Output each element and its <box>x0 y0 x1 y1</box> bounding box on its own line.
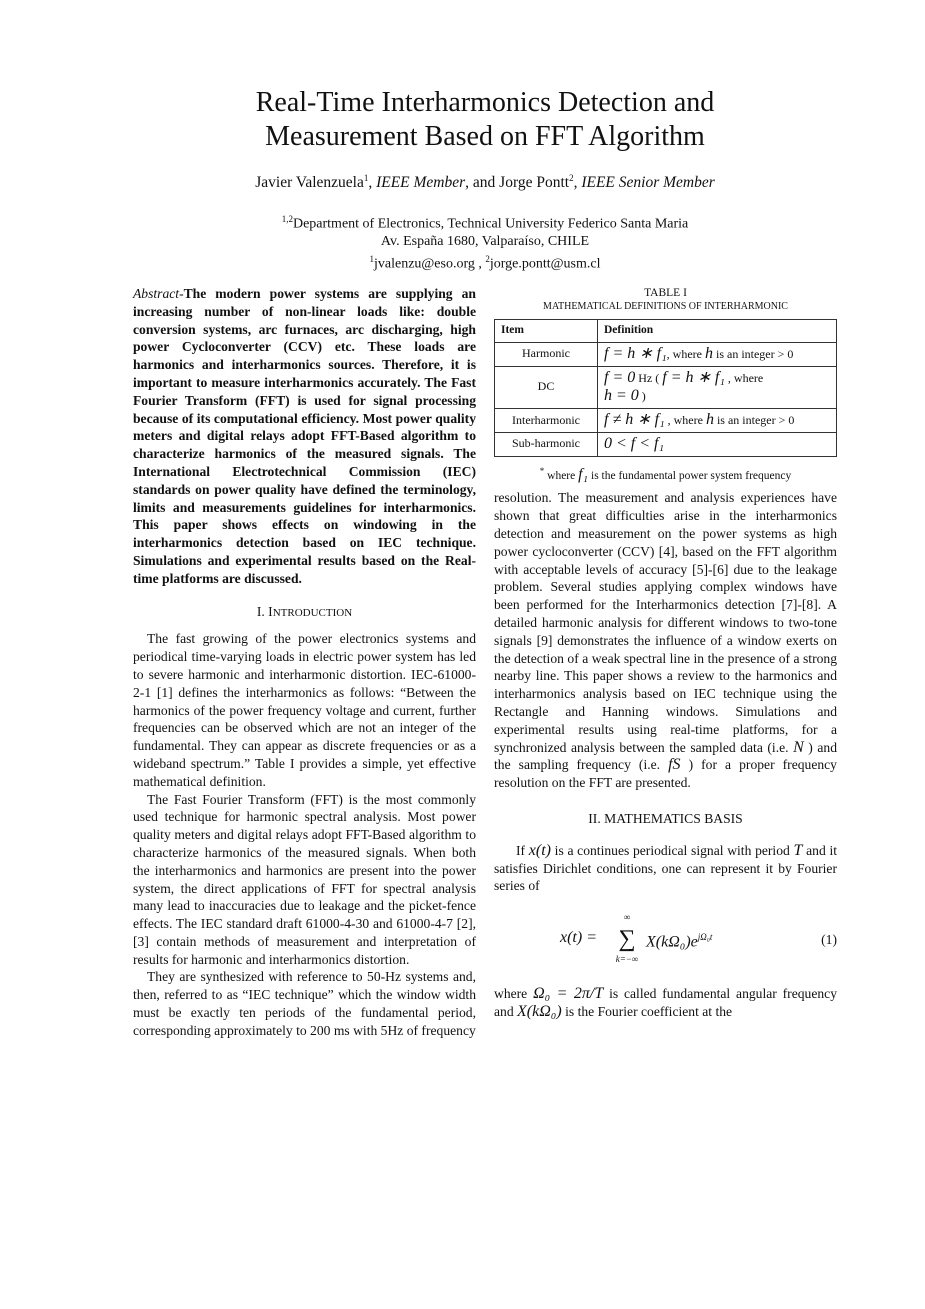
address: Av. España 1680, Valparaíso, CHILE <box>380 234 590 250</box>
section-heading <box>133 603 476 623</box>
abstract-text: The modern power systems are supplying an increasing number of non-linear loads like: double conversion systems, arc furnaces, arc discharging, high power Cycloconverter (CCV) etc. These loads are harmonics and interharmonics sources. Therefore, it is important to measure interharmonics accurately. The Fast Fourier Transform (FFT) is used for signal processing because of its computational efficiency. Most power quality meters and digital relays adopt FFT-Based algorithm to characterize harmonics of the measured signals. The International Electrotechnical Commission (IEC) standards on power quality have defined the terminology, limits and measurements guidelines for interharmonics. This paper shows effects on windowing in the interharmonics detection based on IEC technique. Simulations and experimental results based on the Real-time platforms are discussed. <box>133 286 476 586</box>
affil-sup: 1,2 <box>281 214 293 224</box>
title-line: Measurement Based on FFT Algorithm <box>265 121 705 152</box>
math: N <box>793 738 804 756</box>
author-sup: 2 <box>569 173 574 183</box>
email[interactable]: jvalenzu@eso.org , <box>373 256 486 272</box>
email-sup: 1 <box>369 253 374 264</box>
table-footnote <box>494 463 837 486</box>
section-number: I. <box>256 603 269 619</box>
table-caption <box>494 286 837 314</box>
table-row <box>495 342 837 366</box>
table-title: MATHEMATICAL DEFINITIONS OF INTERHARMONIC <box>543 301 788 312</box>
text: is called fundamental angular frequency and <box>494 986 837 1019</box>
paragraph: The fast growing of the power electronics systems and periodical time-varying loads in electric power system has led to severe harmonic and interharmonic distortion. IEC-61000-2-1 [1] defines the interharmonics as follows: “Between the harmonics of the power frequency voltage and current, further frequencies can be observed which are not an integer of the fundamental. They can appear as discrete frequencies or as a wideband spectrum.” Table I provides a simple, yet effective mathematical definition. <box>133 631 476 789</box>
section-heading: II. MATHEMATICS BASIS <box>588 810 743 826</box>
equation-number: (1) <box>821 932 837 948</box>
table-cell: Sub-harmonic <box>495 432 598 456</box>
text: is the Fourier coefficient at the <box>561 1003 733 1019</box>
paper-title <box>0 86 925 154</box>
summation <box>612 909 642 969</box>
authors: Javier Valenzuela$^1$, IEEE Member, and Jorge Pontt$^2$, IEEE Senior Member <box>255 173 715 192</box>
equation-lhs: x(t) = <box>560 929 597 947</box>
text: ) <box>638 389 646 404</box>
text: , where <box>724 370 764 385</box>
paragraph <box>494 985 837 1021</box>
text: where <box>494 986 534 1002</box>
table-row <box>495 366 837 409</box>
affiliation <box>0 211 925 273</box>
text: is an integer > 0 <box>712 346 794 361</box>
email-sup: 2 <box>485 253 490 264</box>
text: ) for a proper frequency resolution on the FFT are presented. <box>494 757 837 791</box>
abstract-label: Abstract- <box>133 286 184 301</box>
equation-rhs <box>646 929 712 951</box>
table-cell <box>598 409 837 433</box>
definitions-table <box>494 319 837 457</box>
math: f₁ <box>578 465 589 483</box>
math: X(kΩ₀) <box>517 1002 562 1020</box>
math: f = 0 <box>604 368 636 386</box>
title-line: Real-Time Interharmonics Detection and <box>255 87 715 118</box>
text: ) and the sampling frequency (i.e. <box>494 739 837 773</box>
math: x(t) <box>528 841 551 859</box>
table-number: TABLE I <box>644 287 687 299</box>
sum-lower: k=−∞ <box>615 953 639 964</box>
table-cell: Interharmonic <box>495 409 598 433</box>
email[interactable]: jorge.pontt@usm.cl <box>489 256 601 272</box>
text: X(kΩ₀)e <box>646 933 698 951</box>
text: is the fundamental power system frequency <box>588 469 792 482</box>
left-column <box>133 285 476 1040</box>
paragraph <box>494 489 837 792</box>
author-name: , and Jorge Pontt <box>465 174 570 192</box>
math: f = h ∗ f₁ <box>604 344 667 362</box>
text: is a continues periodical signal with period <box>550 842 794 858</box>
exponent: jΩ₀t <box>697 932 713 943</box>
table-cell <box>598 366 837 409</box>
author-sup: 1 <box>363 173 369 183</box>
math: 0 < f < f₁ <box>604 434 665 452</box>
math: f = h ∗ f₁ <box>662 368 725 386</box>
math: f ≠ h ∗ f₁ <box>604 411 665 429</box>
math: h <box>705 411 714 429</box>
text: resolution. The measurement and analysis experiences have shown that great difficulties arise in the interharmonics detection and measurement on the power systems as high power cycloconverter (CCV) [4], based on the FFT algorithm with acceptable levels of accuracy [5]-[6] due to the leakage problem. Several studies applying complex windows have been performed for the Interharmonics detection [7]-[8]. A detailed harmonic analysis for different windows to two-tone signals [9] demonstrates the influence of a window exerts on the detection of a weak spectral line in the presence of a strong nearby line. This paper shows a review to the harmonics and interharmonics analysis based on IEC technique using the Rectangle and Hanning windows. Simulations and experimental results using real-time platforms, for a synchronized analysis between the sampled data (i.e. <box>494 490 837 755</box>
table-row <box>495 409 837 433</box>
sum-upper: ∞ <box>623 912 631 923</box>
right-column <box>494 286 837 1021</box>
sum-symbol: ∑ <box>618 925 636 952</box>
paragraph: The Fast Fourier Transform (FFT) is the most commonly used technique for harmonic spectral analysis. Most power quality meters and digital relays adopt FFT-Based algorithm to characterize harmonics of the measured signals. When both the interharmonics and harmonics are present into the power system, the direct applications of FFT for spectral analysis many lead to inaccuracies due to leakage and the picket-fence effects. The IEC standard draft 61000-4-30 and 61000-4-7 [2], [3] contain methods of measurement and interpretation of results for harmonic and interharmonics distortion. <box>133 791 476 967</box>
text: where <box>544 469 579 482</box>
text: If <box>516 842 529 858</box>
text: and it satisfies Dirichlet conditions, one can represent it by Fourier series of <box>494 842 838 894</box>
math: Ω₀ = 2π/T <box>533 985 604 1003</box>
math: h <box>704 344 713 362</box>
table-cell <box>598 342 837 366</box>
equation-1 <box>494 895 837 985</box>
math: T <box>793 841 803 859</box>
section-title: NTRODUCTION <box>272 606 353 619</box>
department: Department of Electronics, Technical University Federico Santa Maria <box>292 216 689 232</box>
table-header: Definition <box>598 320 837 343</box>
table-cell: Harmonic <box>495 342 598 366</box>
paragraph: They are synthesized with reference to 50-Hz systems and, then, referred to as “IEC technique” which the window width must be exactly ten periods of the fundamental period, corresponding approximately to 200 ms with 5Hz of frequency <box>133 969 476 1038</box>
table-row <box>495 432 837 456</box>
text: , where <box>664 413 706 428</box>
table-cell <box>598 432 837 456</box>
table-header: Item <box>495 320 598 343</box>
table-cell: DC <box>495 366 598 409</box>
text: , where <box>666 346 705 361</box>
footnote-mark: * <box>539 465 545 476</box>
author-name: Javier Valenzuela <box>255 174 364 192</box>
author-role: IEEE Senior Member <box>581 174 715 192</box>
section-title: I <box>268 603 273 619</box>
text: Hz ( <box>635 370 663 385</box>
abstract <box>133 285 476 588</box>
paragraph <box>494 842 837 895</box>
text: is an integer > 0 <box>713 413 795 428</box>
author-role: IEEE Member <box>376 174 466 192</box>
math: h = 0 <box>604 387 639 405</box>
math: fS <box>668 756 681 774</box>
